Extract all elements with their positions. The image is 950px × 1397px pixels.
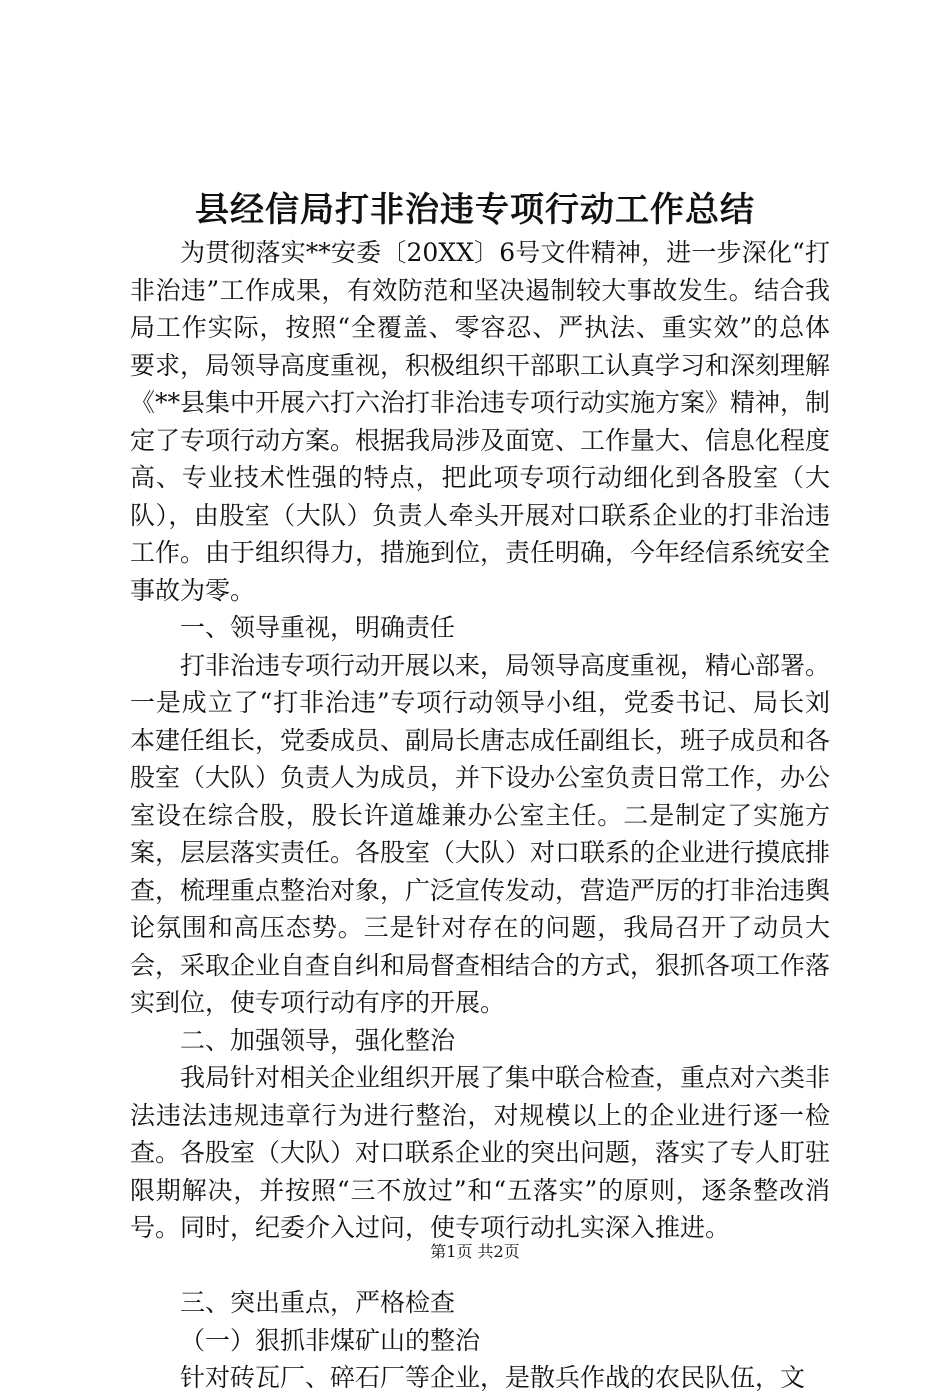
paragraph-section-2: 我局针对相关企业组织开展了集中联合检查，重点对六类非法违法违规违章行为进行整治，对规模以上的企业进行逐一检查。各股室（大队）对口联系企业的突出问题，落实了专人盯驻限期解决，并按照“三不放过”和“五落实”的原则，逐条整改消号。同时，纪委介入过问，使专项行动扎实深入推进。 xyxy=(130,1063,831,1242)
page-footer: 第1页 共2页 xyxy=(430,1242,520,1261)
paragraph-intro: 为贯彻落实**安委〔20XX〕6号文件精神，进一步深化“打非治违”工作成果，有效防范和坚决遏制较大事故发生。结合我局工作实际，按照“全覆盖、零容忍、严执法、重实效”的总体要求，局领导高度重视，积极组织干部职工认真学习和深刻理解《**县集中开展六打六治打非治违专项行动实施方案》精神，制定了专项行动方案。根据我局涉及面宽、工作量大、信息化程度高、专业技术性强的特点，把此项专项行动细化到各股室（大队），由股室（大队）负责人牵头开展对口联系企业的打非治违工作。由于组织得力，措施到位，责任明确，今年经信系统安全事故为零。 xyxy=(130,238,831,605)
paragraph-section-3-1: 针对砖瓦厂、碎石厂等企业，是散兵作战的农民队伍，文 xyxy=(180,1363,806,1392)
document-body xyxy=(130,234,830,1397)
section-heading-1: 一、领导重视，明确责任 xyxy=(180,613,456,642)
subsection-heading-3-1: （一）狠抓非煤矿山的整治 xyxy=(180,1325,481,1355)
section-heading-3: 三、突出重点，严格检查 xyxy=(180,1288,456,1317)
section-heading-2: 二、加强领导，强化整治 xyxy=(180,1025,456,1055)
document-title: 县经信局打非治违专项行动工作总结 xyxy=(195,190,755,230)
paragraph-section-1: 打非治违专项行动开展以来，局领导高度重视，精心部署。一是成立了“打非治违”专项行动领导小组，党委书记、局长刘本建任组长，党委成员、副局长唐志成任副组长，班子成员和各股室（大队）负责人为成员，并下设办公室负责日常工作，办公室设在综合股，股长许道雄兼办公室主任。二是制定了实施方案，层层落实责任。各股室（大队）对口联系的企业进行摸底排查，梳理重点整治对象，广泛宣传发动，营造严厉的打非治违舆论氛围和高压态势。三是针对存在的问题，我局召开了动员大会，采取企业自查自纠和局督查相结合的方式，狠抓各项工作落实到位，使专项行动有序的开展。 xyxy=(130,650,831,1017)
